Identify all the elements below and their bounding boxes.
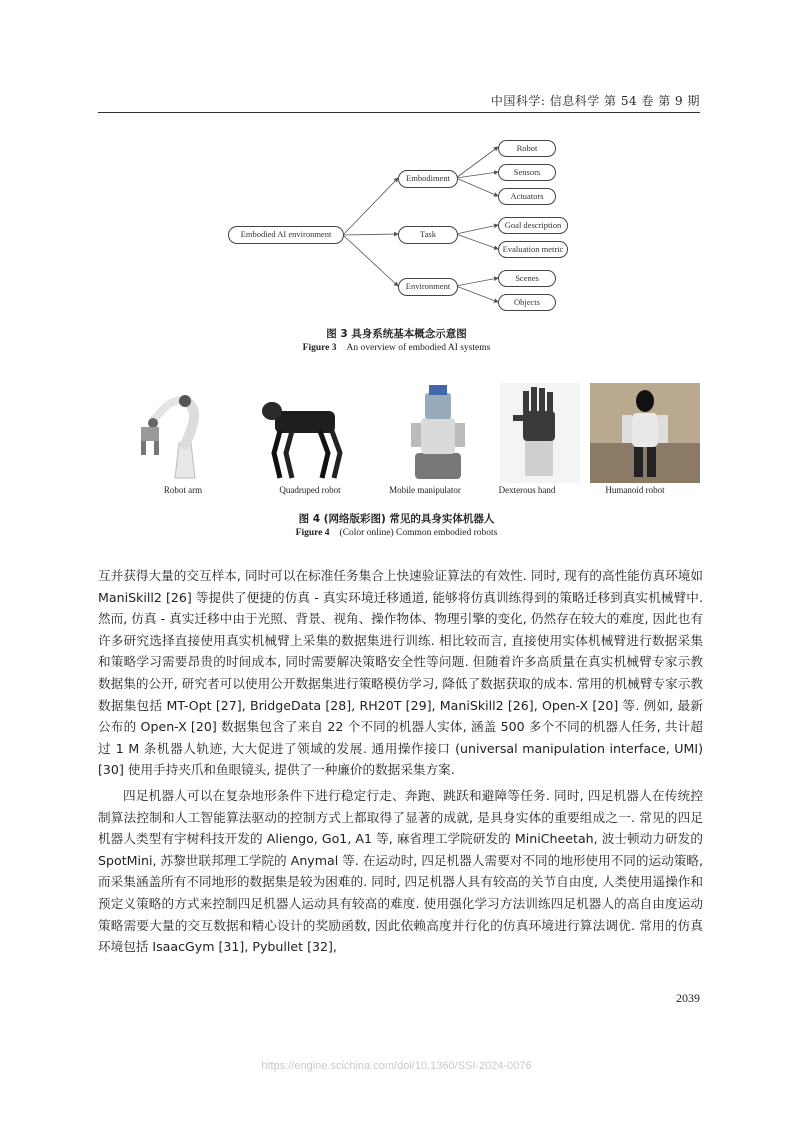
figure-3-label: Figure 3 bbox=[302, 343, 337, 353]
label-mobile-manipulator: Mobile manipulator bbox=[389, 485, 461, 495]
paragraph-2: 四足机器人可以在复杂地形条件下进行稳定行走、奔跑、跳跃和避障等任务. 同时, 四足机器人在传统控制算法控制和人工智能算法驱动的控制方式上都取得了显著的成就, 是具身实体的重要组成之一. 常见的四足机器人类型有宇树科技开发的 Aliengo, Go1, A1 等, 麻省理工学院研发的 MiniCheetah, 波士顿动力研发的 SpotMini, 苏黎世联邦理工学院的 Anymal 等. 在运动时, 四足机器人需要对不同的地形使用不同的运动策略, 而采集涵盖所有不同地形的数据集是较为困难的. 同时, 四足机器人具有较高的关节自由度, 人类使用遥操作和预定义策略的方式来控制四足机器人运动具有较高的难度. 使用强化学习方法训练四足机器人的高自由度运动策略需要大量的交互数据和精心设计的奖励函数, 因此依赖高度并行化的仿真环境进行算法调优. 常用的仿真环境包括 IsaacGym [31], Pybullet [32], bbox=[98, 787, 703, 955]
label-robot-arm: Robot arm bbox=[163, 485, 203, 495]
paragraph-1: 互并获得大量的交互样本, 同时可以在标准任务集合上快速验证算法的有效性. 同时, 现有的高性能仿真环境如 ManiSkill2 [26] 等提供了便捷的仿真 - 真实环境迁移通道, 能够将仿真训练得到的策略迁移到真实机械臂中. 然而, 仿真 - 真实迁移中由于光照、背景、视角、操作物体、物理引擎的变化, 仍然存在较大的难度, 因此也有许多研究选择直接使用真实机械臂上采集的数据集进行训练. 相比较而言, 直接使用实体机械臂进行数据采集和策略学习需要昂贵的时间成本, 同时需要解决策略安全性等问题. 但随着许多高质量在真实机械臂专家示教数据集的公开, 研究者可以使用公开数据集进行策略模仿学习, 降低了数据获取的成本. 常用的机械臂专家示教数据集包括 MT-Opt [27], BridgeData [28], RH20T [29], ManiSkill2 [26], Open-X [20] 等. 例如, 最新公布的 Open-X [20] 数据集包含了来自 22 个不同的机器人实体, 涵盖 500 多个不同的机器人任务, 共计超过 1 M 条机器人轨迹, 大大促进了领域的发展. 通用操作接口 (universal manipulation interface, UMI) [30] 使用手持夹爪和鱼眼镜头, 提供了一种廉价的数据采集方案. bbox=[98, 568, 703, 778]
leaf-sensors: Sensors bbox=[498, 164, 556, 181]
leaf-scenes: Scenes bbox=[498, 270, 556, 287]
leaf-actuators: Actuators bbox=[498, 188, 556, 205]
robot-arm-image bbox=[115, 383, 225, 483]
label-quadruped-robot: Quadruped robot bbox=[279, 485, 341, 495]
label-humanoid-robot: Humanoid robot bbox=[605, 485, 665, 495]
dexterous-hand-image bbox=[495, 383, 585, 483]
humanoid-robot-image bbox=[590, 383, 700, 483]
root-node: Embodied AI environment bbox=[228, 226, 344, 244]
leaf-robot: Robot bbox=[498, 140, 556, 157]
figure-4-caption-zh: 图 4 (网络版彩图) 常见的具身实体机器人 bbox=[298, 513, 495, 525]
leaf-goal-description: Goal description bbox=[498, 217, 568, 234]
figure-4-label: Figure 4 bbox=[295, 528, 330, 538]
figure-4-images bbox=[95, 383, 700, 483]
quadruped-robot-image bbox=[250, 383, 360, 483]
figure-3-caption-zh: 图 3 具身系统基本概念示意图 bbox=[326, 328, 467, 340]
mobile-manipulator-image bbox=[385, 383, 485, 483]
figure-3-diagram bbox=[220, 130, 580, 320]
doi-watermark: https://engine.scichina.com/doi/10.1360/SSI-2024-0076 bbox=[261, 1060, 532, 1072]
figure-3-caption-en bbox=[0, 343, 793, 353]
figure-3-caption-text: An overview of embodied AI systems bbox=[346, 343, 491, 353]
body-text bbox=[98, 565, 703, 958]
label-dexterous-hand: Dexterous hand bbox=[498, 485, 556, 495]
page-number: 2039 bbox=[676, 991, 700, 1005]
branch-embodiment: Embodiment bbox=[398, 170, 458, 188]
branch-environment: Environment bbox=[398, 278, 458, 296]
leaf-evaluation-metric: Evaluation metric bbox=[498, 241, 568, 258]
running-header: 中国科学: 信息科学 第 54 卷 第 9 期 bbox=[98, 92, 700, 113]
figure-4-caption-en bbox=[0, 528, 793, 538]
leaf-objects: Objects bbox=[498, 294, 556, 311]
figure-4-caption-text: (Color online) Common embodied robots bbox=[339, 528, 498, 538]
branch-task: Task bbox=[398, 226, 458, 244]
